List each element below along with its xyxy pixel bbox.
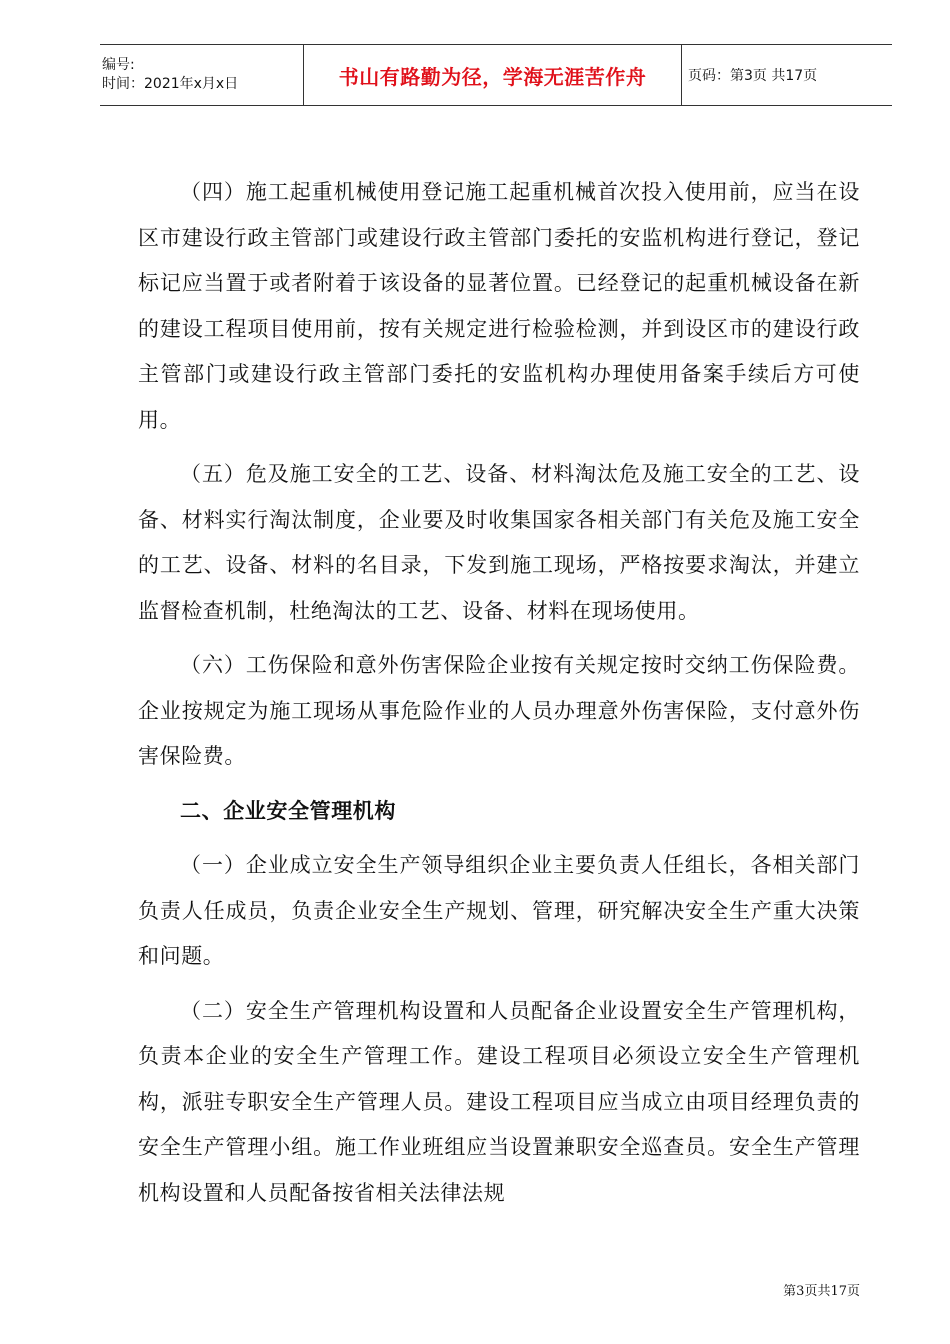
header-page-cell [682,45,892,105]
paragraph-6: （六）工伤保险和意外伤害保险企业按有关规定按时交纳工伤保险费。企业按规定为施工现场从事危险作业的人员办理意外伤害保险，支付意外伤害保险费。 [138,653,860,768]
document-body [138,170,860,1225]
paragraph-2-2: （二）安全生产管理机构设置和人员配备企业设置安全生产管理机构，负责本企业的安全生产管理工作。建设工程项目必须设立安全生产管理机构，派驻专职安全生产管理人员。建设工程项目应当成立由项目经理负责的安全生产管理小组。施工作业班组应当设置兼职安全巡查员。安全生产管理机构设置和人员配备按省相关法律法规 [138,998,860,1205]
section-heading: 二、企业安全管理机构 [180,798,396,823]
header-meta [100,45,304,105]
time-label: 时间：2021年x月x日 [102,76,239,92]
doc-number-label: 编号: [102,57,135,73]
paragraph-2-1: （一）企业成立安全生产领导组织企业主要负责人任组长，各相关部门负责人任成员，负责企业安全生产规划、管理，研究解决安全生产重大决策和问题。 [138,853,860,968]
paragraph-4: （四）施工起重机械使用登记施工起重机械首次投入使用前，应当在设区市建设行政主管部门或建设行政主管部门委托的安监机构进行登记，登记标记应当置于或者附着于该设备的显著位置。已经登记的起重机械设备在新的建设工程项目使用前，按有关规定进行检验检测，并到设区市的建设行政主管部门或建设行政主管部门委托的安监机构办理使用备案手续后方可使用。 [138,180,860,432]
header-motto-cell [304,45,682,105]
header-page-info: 页码：第3页 共17页 [688,68,818,84]
paragraph-5: （五）危及施工安全的工艺、设备、材料淘汰危及施工安全的工艺、设备、材料实行淘汰制度，企业要及时收集国家各相关部门有关危及施工安全的工艺、设备、材料的名目录，下发到施工现场，严格按要求淘汰，并建立监督检查机制，杜绝淘汰的工艺、设备、材料在现场使用。 [138,462,860,623]
header-motto: 书山有路勤为径，学海无涯苦作舟 [338,64,647,89]
page-header [100,44,892,106]
page-footer: 第3页共17页 [783,1284,860,1299]
